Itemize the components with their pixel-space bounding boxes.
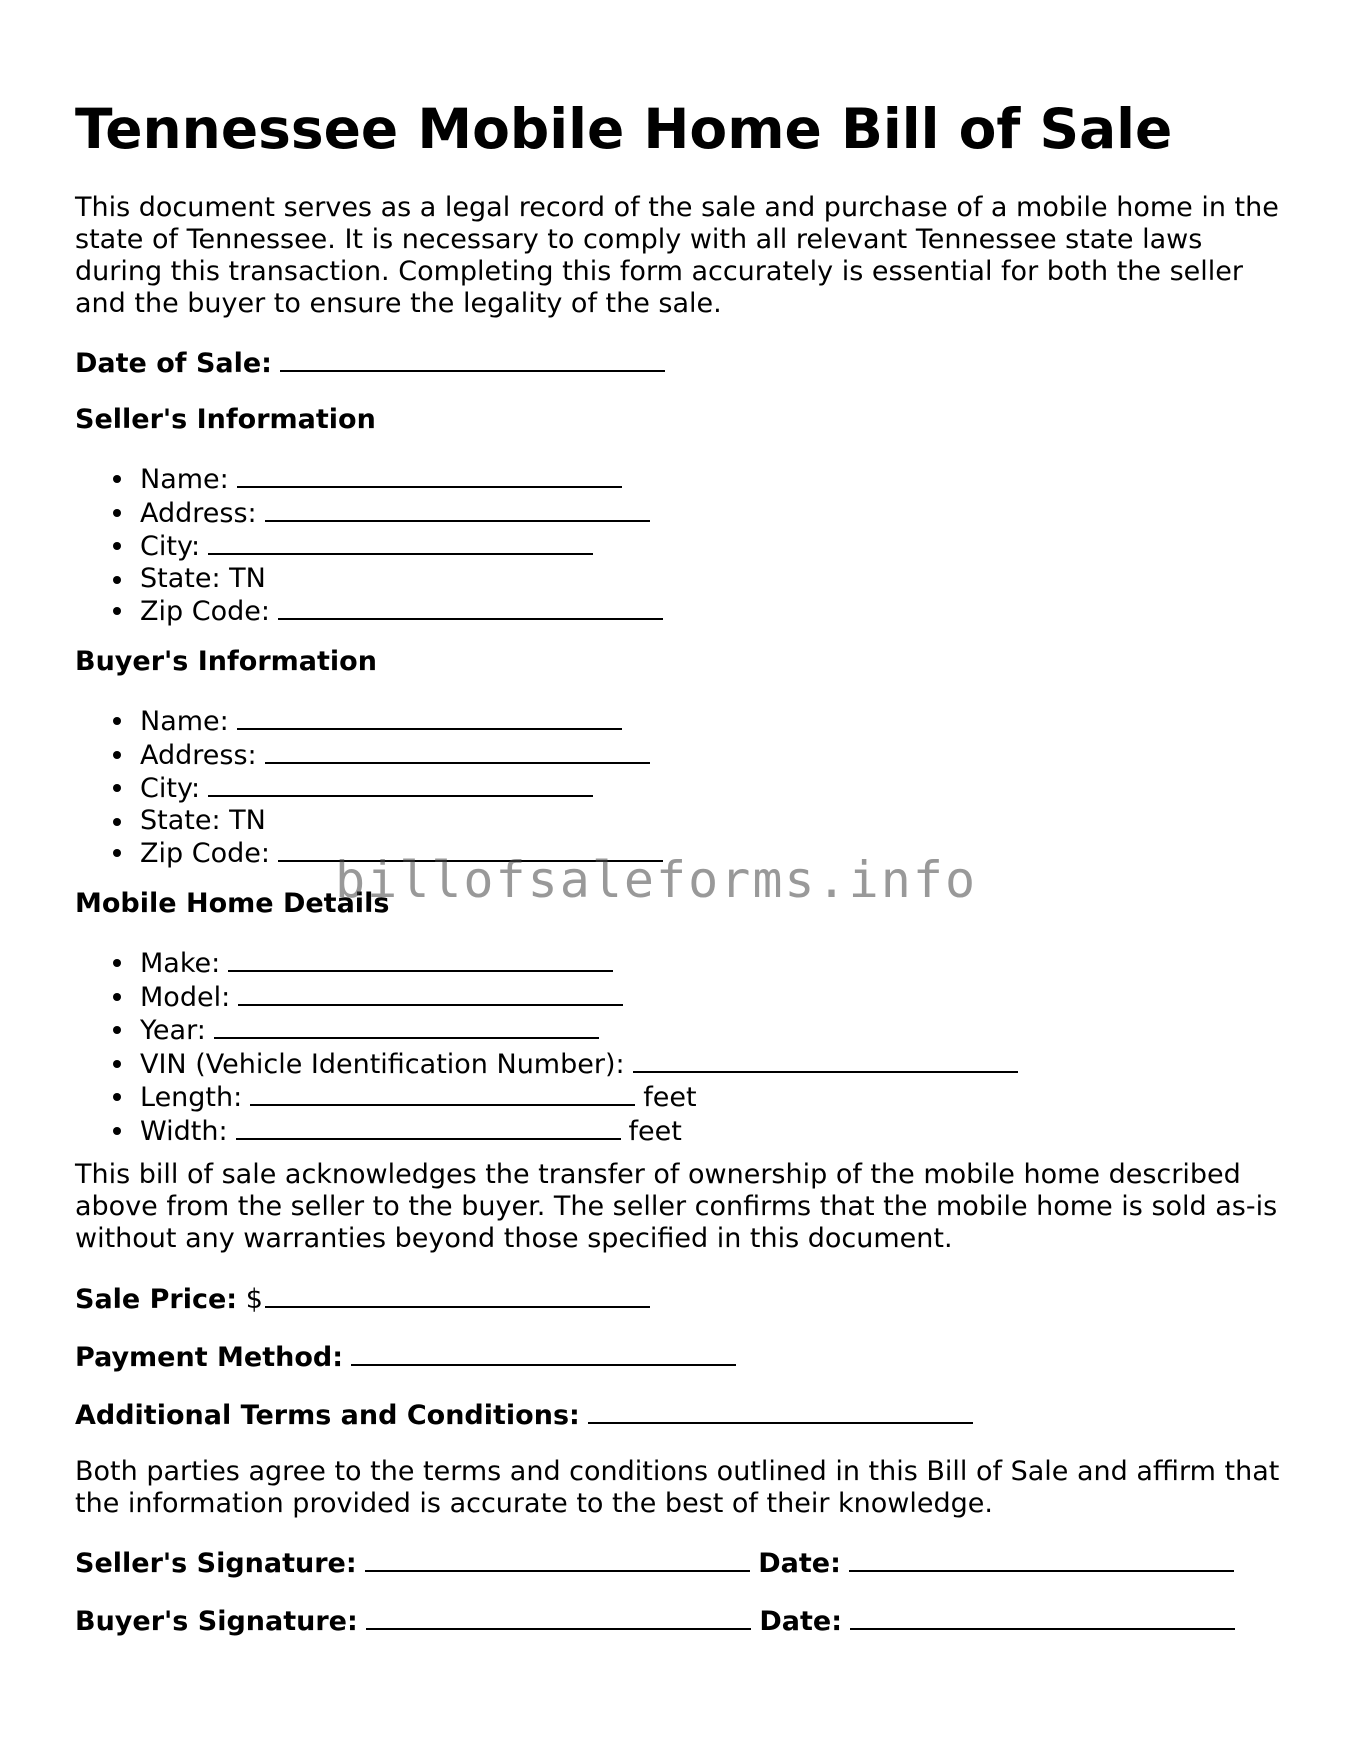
page-title: Tennessee Mobile Home Bill of Sale bbox=[75, 97, 1173, 161]
seller-city-label: City: bbox=[140, 531, 201, 563]
buyer-signature-label: Buyer's Signature: bbox=[75, 1606, 358, 1637]
agreement-paragraph: Both parties agree to the terms and conditions outlined in this Bill of Sale and affirm that the information provided is accurate to the best of their knowledge. bbox=[75, 1456, 1280, 1519]
make-blank[interactable] bbox=[228, 946, 613, 972]
date-of-sale-blank[interactable] bbox=[280, 346, 665, 372]
buyer-signature-row bbox=[75, 1604, 1235, 1638]
seller-signature-label: Seller's Signature: bbox=[75, 1548, 357, 1579]
length-blank[interactable] bbox=[250, 1080, 635, 1106]
vin-blank[interactable] bbox=[633, 1047, 1018, 1073]
buyer-state-label: State: TN bbox=[140, 804, 266, 836]
seller-name-blank[interactable] bbox=[237, 462, 622, 488]
buyer-date-blank[interactable] bbox=[850, 1604, 1235, 1630]
buyer-info-list bbox=[75, 704, 663, 870]
seller-info-heading: Seller's Information bbox=[75, 404, 376, 435]
payment-method-label: Payment Method: bbox=[75, 1342, 344, 1373]
date-of-sale-field bbox=[75, 346, 665, 380]
width-label: Width: bbox=[140, 1115, 228, 1147]
length-label: Length: bbox=[140, 1082, 243, 1114]
seller-name-label: Name: bbox=[140, 464, 229, 495]
list-item bbox=[75, 1013, 1018, 1047]
intro-paragraph: This document serves as a legal record of the sale and purchase of a mobile home in the state of Tennessee. It is necessary to comply with all relevant Tennessee state laws during this transaction. Completing this form accurately is essential for both the seller and the buyer to ensure the legality of the sale. bbox=[75, 192, 1279, 319]
year-label: Year: bbox=[140, 1015, 206, 1047]
additional-terms-field bbox=[75, 1398, 973, 1432]
buyer-info-heading: Buyer's Information bbox=[75, 646, 377, 677]
list-item bbox=[75, 980, 1018, 1014]
sale-price-field bbox=[75, 1282, 650, 1316]
list-item bbox=[75, 771, 663, 805]
seller-zip-label: Zip Code: bbox=[140, 596, 270, 628]
list-item bbox=[75, 496, 663, 530]
seller-date-blank[interactable] bbox=[849, 1546, 1234, 1572]
sale-price-label: Sale Price: bbox=[75, 1284, 238, 1315]
transfer-paragraph: This bill of sale acknowledges the transfer of ownership of the mobile home described above from the seller to the buyer. The seller confirms that the mobile home is sold as-is without any warranties beyond those specified in this document. bbox=[75, 1159, 1278, 1254]
list-item bbox=[75, 462, 663, 496]
buyer-name-label: Name: bbox=[140, 706, 229, 737]
model-label: Model: bbox=[140, 981, 231, 1013]
buyer-name-blank[interactable] bbox=[237, 704, 622, 730]
seller-signature-row bbox=[75, 1546, 1234, 1580]
list-item bbox=[75, 805, 663, 837]
currency-symbol: $ bbox=[245, 1284, 263, 1315]
width-unit: feet bbox=[628, 1115, 682, 1147]
buyer-date-label: Date: bbox=[759, 1606, 843, 1637]
seller-address-label: Address: bbox=[140, 497, 257, 529]
model-blank[interactable] bbox=[238, 980, 623, 1006]
list-item bbox=[75, 563, 663, 595]
length-unit: feet bbox=[643, 1082, 697, 1114]
buyer-city-label: City: bbox=[140, 773, 201, 805]
list-item bbox=[75, 1114, 1018, 1148]
list-item bbox=[75, 529, 663, 563]
date-of-sale-label: Date of Sale: bbox=[75, 348, 272, 379]
seller-state-label: State: TN bbox=[140, 562, 266, 594]
watermark: billofsaleforms.info bbox=[335, 851, 978, 909]
list-item bbox=[75, 704, 663, 738]
seller-zip-blank[interactable] bbox=[278, 594, 663, 620]
seller-signature-blank[interactable] bbox=[365, 1546, 750, 1572]
additional-terms-label: Additional Terms and Conditions: bbox=[75, 1400, 580, 1431]
buyer-city-blank[interactable] bbox=[208, 771, 593, 797]
payment-method-field bbox=[75, 1340, 736, 1374]
sale-price-blank[interactable] bbox=[265, 1282, 650, 1308]
additional-terms-blank[interactable] bbox=[588, 1398, 973, 1424]
list-item bbox=[75, 738, 663, 772]
buyer-zip-label: Zip Code: bbox=[140, 838, 270, 870]
seller-info-list bbox=[75, 462, 663, 628]
list-item bbox=[75, 946, 1018, 980]
width-blank[interactable] bbox=[236, 1114, 621, 1140]
seller-date-label: Date: bbox=[758, 1548, 841, 1579]
seller-address-blank[interactable] bbox=[265, 496, 650, 522]
list-item bbox=[75, 594, 663, 628]
vin-label: VIN (Vehicle Identification Number): bbox=[140, 1048, 625, 1080]
list-item bbox=[75, 1080, 1018, 1114]
list-item bbox=[75, 1047, 1018, 1081]
buyer-address-label: Address: bbox=[140, 739, 257, 771]
buyer-signature-blank[interactable] bbox=[366, 1604, 751, 1630]
seller-city-blank[interactable] bbox=[208, 529, 593, 555]
mobile-home-details-list bbox=[75, 946, 1018, 1148]
mobile-home-details-heading: Mobile Home Details bbox=[75, 888, 390, 919]
make-label: Make: bbox=[140, 948, 221, 979]
payment-method-blank[interactable] bbox=[351, 1340, 736, 1366]
year-blank[interactable] bbox=[214, 1013, 599, 1039]
buyer-address-blank[interactable] bbox=[265, 738, 650, 764]
